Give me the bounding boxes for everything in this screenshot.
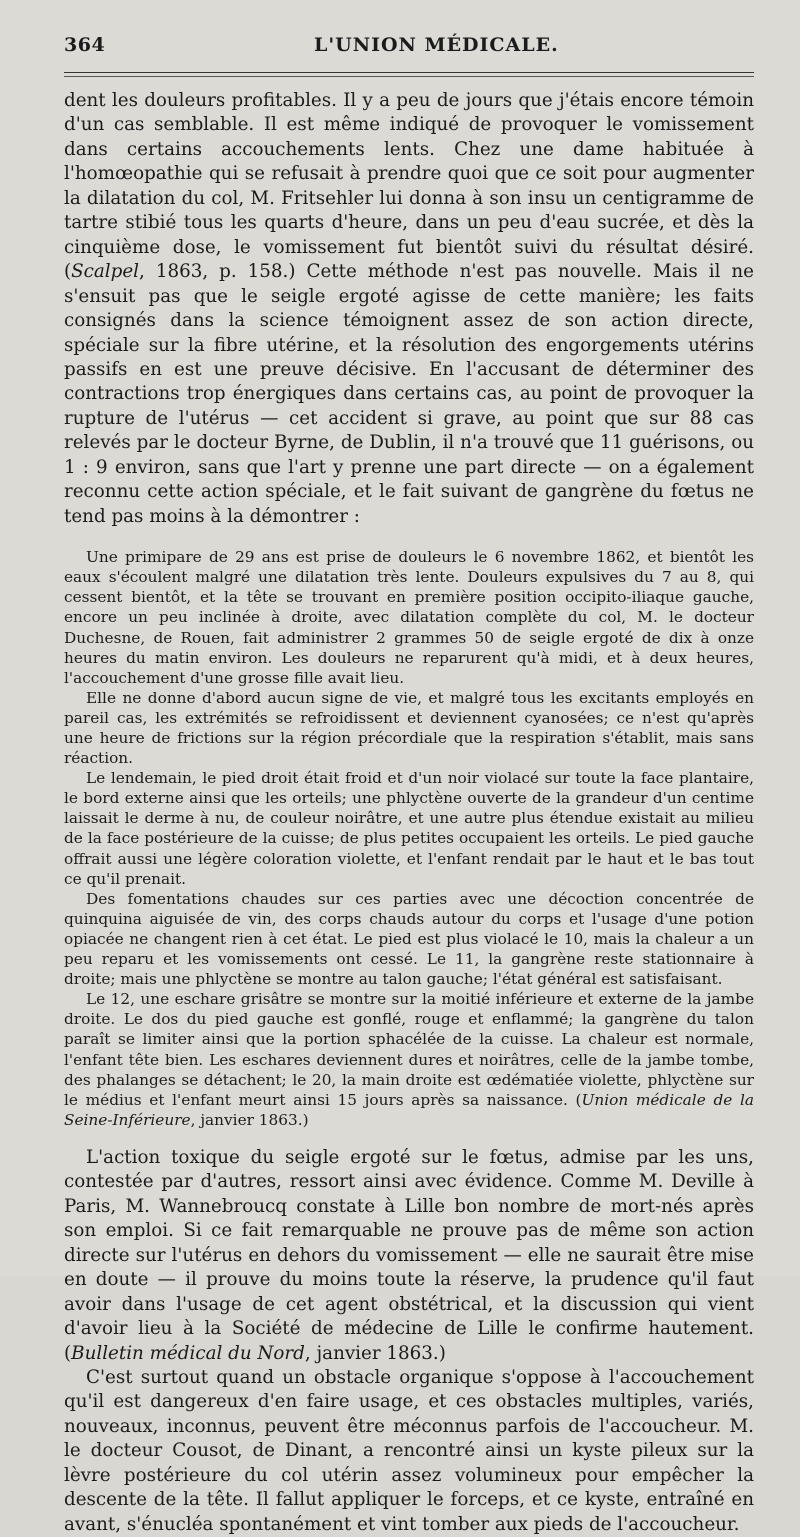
observation-block: [64, 547, 770, 1130]
observation-paragraph: Le lendemain, le pied droit était froid et d'un noir violacé sur toute la face plantaire, le bord externe ainsi que les orteils; une phlyctène ouverte de la grandeur d'un centime laissait le derme à nu, de couleur noirâtre, et une autre plus étendue existait au milieu de la face postérieure de la cuisse; de plus petites occupaient les orteils. Le pied gauche offrait aussi une légère coloration violette, et l'enfant rendait par le haut et le bas tout ce qu'il prenait.: [64, 769, 754, 888]
observation-paragraph: Des fomentations chaudes sur ces parties avec une décoction concentrée de quinquina aiguisée de vin, des corps chauds autour du corps et l'usage d'une potion opiacée ne changent rien à cet état. Le pied est plus violacé le 10, mais la chaleur a un peu reparu et les vomissements ont cessé. Le 11, la gangrène reste stationnaire à droite; mais une phlyctène se montre au talon gauche; l'état général est satisfaisant.: [64, 889, 754, 989]
observation-paragraph: Elle ne donne d'abord aucun signe de vie, et malgré tous les excitants employés en pareil cas, les extrémités se refroidissent et deviennent cyanosées; ce n'est qu'après une heure de frictions sur la région précordiale que la respiration s'établit, mais sans réaction.: [64, 688, 754, 768]
paragraph: [64, 1146, 754, 1366]
observation-text: , janvier 1863.): [190, 1110, 309, 1129]
header-rule: [64, 72, 754, 77]
paragraph-text: dent les douleurs profitables. Il y a peu de jours que j'étais encore témoin d'un cas semblable. Il est même indiqué de provoquer le vomissement dans certains accouchements lents. Chez une dame habituée à l'homœopathie qui se refusait à prendre quoi que ce soit pour augmenter la dilatation du col, M. Fritsehler lui donna à son insu un centigramme de tartre stibié tous les quarts d'heure, dans un peu d'eau sucrée, et dès la cinquième dose, le vomissement fut bientôt suivi du résultat désiré. (: [64, 90, 754, 283]
observation-text: Le 12, une eschare grisâtre se montre sur la moitié inférieure et externe de la jambe droite. Le dos du pied gauche est gonflé, rouge et enflammé; la gangrène du talon paraît se limiter ainsi que la portion sphacélée de la cuisse. La chaleur est normale, l'enfant tête bien. Les eschares deviennent dures et noirâtres, celle de la jambe tombe, des phalanges se détachent; le 20, la main droite est œdématiée violette, phlyctène sur le médius et l'enfant meurt ainsi 15 jours après sa naissance. (: [64, 990, 754, 1109]
observation-paragraph: [64, 989, 754, 1130]
citation-title: Scalpel: [71, 261, 140, 283]
running-head: L'UNION MÉDICALE.: [314, 34, 559, 56]
paragraph-text: , 1863, p. 158.) Cette méthode n'est pas nouvelle. Mais il ne s'ensuit pas que le seigle ergoté agisse de cette manière; les faits consignés dans la science témoignent assez de son action directe, spéciale sur la fibre utérine, et la résolution des engorgements utérins passifs en est une preuve décisive. En l'accusant de déterminer des contractions trop énergiques dans certains cas, au point de provoquer la rupture de l'utérus — cet accident si grave, au point que sur 88 cas relevés par le docteur Byrne, de Dublin, il n'a trouvé que 11 guérisons, ou 1 : 9 environ, sans que l'art y prenne une part directe — on a également reconnu cette action spéciale, et le fait suivant de gangrène du fœtus ne tend pas moins à la démontrer :: [64, 261, 754, 527]
paragraph-text: L'action toxique du seigle ergoté sur le fœtus, admise par les uns, contestée par d'autres, ressort ainsi avec évidence. Comme M. Deville à Paris, M. Wannebroucq constate à Lille bon nombre de mort-nés après son emploi. Si ce fait remarquable ne prouve pas de même son action directe sur l'utérus en dehors du vomissement — elle ne saurait être mise en doute — il prouve du moins toute la réserve, la prudence qu'il faut avoir dans l'usage de cet agent obstétrical, et la discussion qui vient d'avoir lieu à la Société de médecine de Lille le confirme hautement. (: [64, 1146, 754, 1364]
paragraph-continued: [64, 89, 754, 529]
paragraph-text: , janvier 1863.): [304, 1342, 446, 1364]
citation-title: Bulletin médical du Nord: [71, 1342, 305, 1364]
page-header: [64, 34, 770, 66]
observation-paragraph: Une primipare de 29 ans est prise de douleurs le 6 novembre 1862, et bientôt les eaux s'écoulent malgré une dilatation très lente. Douleurs expulsives du 7 au 8, qui cessent bientôt, et la tête se trouvant en première position occipito-iliaque gauche, encore un peu inclinée à droite, avec dilatation complète du col, M. le docteur Duchesne, de Rouen, fait administrer 2 grammes 50 de seigle ergoté de dix à onze heures du matin environ. Les douleurs ne reparurent qu'à midi, et à deux heures, l'accouchement d'une grosse fille avait lieu.: [64, 548, 754, 687]
page-number: 364: [64, 34, 106, 56]
paragraph: C'est surtout quand un obstacle organique s'oppose à l'accouchement qu'il est dangereux d'en faire usage, et ces obstacles multiples, variés, nouveaux, inconnus, peuvent être méconnus parfois de l'accoucheur. M. le docteur Cousot, de Dinant, a rencontré ainsi un kyste pileux sur la lèvre postérieure du col utérin assez volumineux pour empêcher la descente de la tête. Il fallut appliquer le forceps, et ce kyste, entraîné en avant, s'énucléa spontanément et vint tomber aux pieds de l'accoucheur.: [64, 1366, 754, 1535]
citation-title: Union médicale de la Seine-Inférieure: [64, 1090, 754, 1129]
